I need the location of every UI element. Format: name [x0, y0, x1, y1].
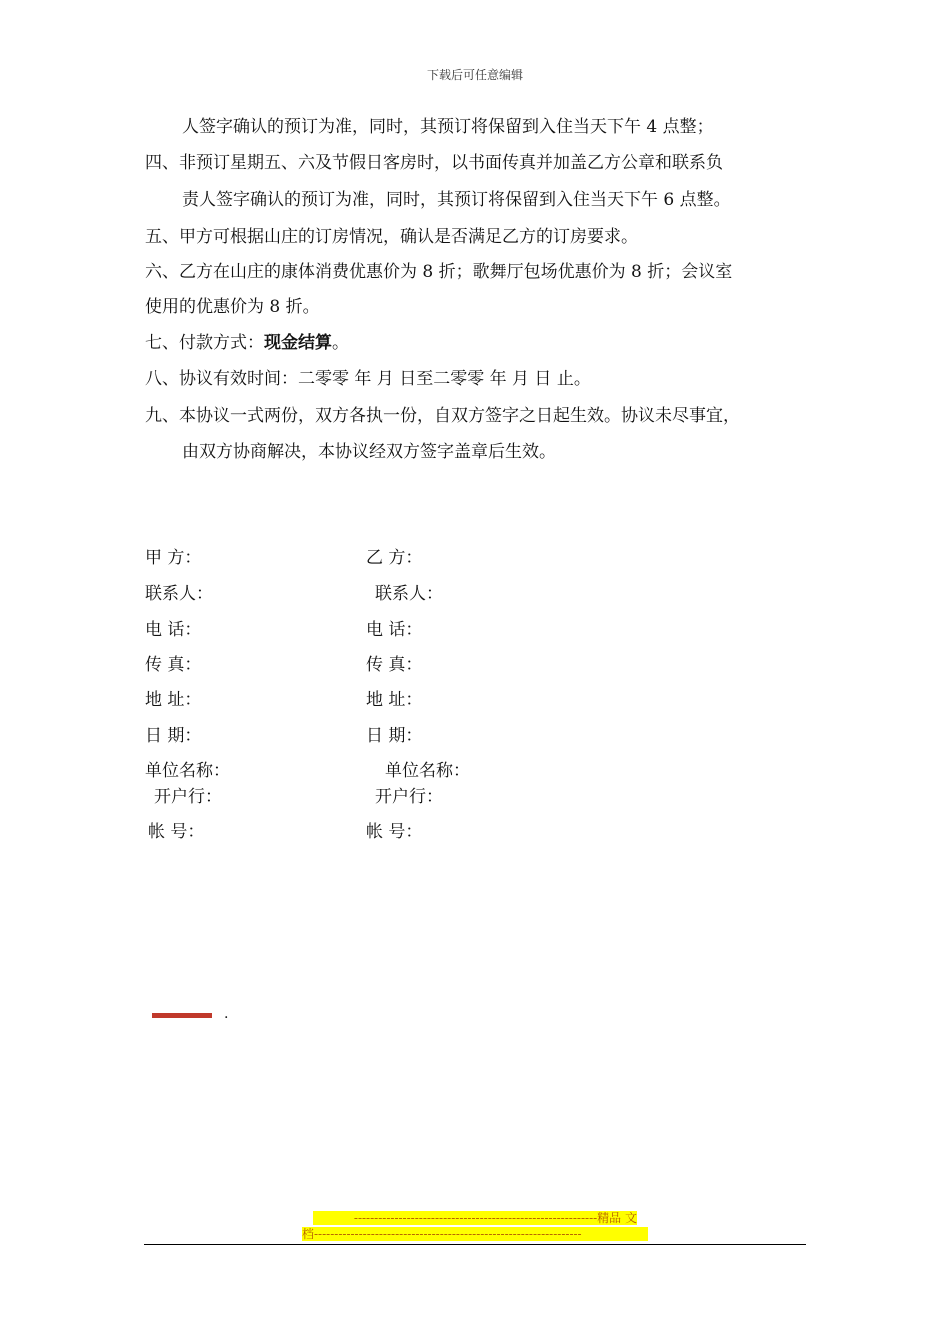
clause-suffix: 。: [332, 333, 349, 353]
page-header: 下载后可任意编辑: [426, 68, 523, 82]
party-a-bank: 开户行：: [154, 787, 222, 807]
clause-line: 四、非预订星期五、六及节假日客房时，以书面传真并加盖乙方公章和联系负: [145, 153, 723, 173]
party-a-date: 日 期：: [145, 726, 202, 746]
party-a-phone: 电 话：: [145, 620, 202, 640]
clause-line: 五、甲方可根据山庄的订房情况，确认是否满足乙方的订房要求。: [145, 227, 638, 247]
party-b-date: 日 期：: [366, 726, 423, 746]
clause-line: 九、本协议一式两份，双方各执一份，自双方签字之日起生效。协议未尽事宜，: [145, 406, 740, 426]
party-a-contact: 联系人：: [145, 584, 213, 604]
clause-line: 使用的优惠价为 8 折。: [145, 297, 320, 317]
party-b-label: 乙 方：: [366, 548, 423, 568]
clause-line: 八、协议有效时间：二零零 年 月 日至二零零 年 月 日 止。: [145, 369, 591, 389]
clause-prefix: 七、付款方式：: [145, 333, 264, 353]
marker-dot: .: [224, 1006, 229, 1022]
clause-line: 由双方协商解决，本协议经双方签字盖章后生效。: [182, 442, 556, 462]
payment-method: 现金结算: [264, 333, 332, 353]
party-b-address: 地 址：: [366, 690, 423, 710]
party-a-label: 甲 方：: [145, 548, 202, 568]
party-b-account: 帐 号：: [366, 822, 423, 842]
party-a-account: 帐 号：: [148, 822, 205, 842]
party-b-contact: 联系人：: [375, 584, 443, 604]
clause-line: 人签字确认的预订为准，同时，其预订将保留到入住当天下午 4 点整；: [182, 117, 714, 137]
footer-line-2: 档------------------------------------------------------------------: [302, 1227, 648, 1241]
clause-line: 责人签字确认的预订为准，同时，其预订将保留到入住当天下午 6 点整。: [182, 190, 731, 210]
party-b-fax: 传 真：: [366, 655, 423, 675]
party-a-company: 单位名称：: [145, 761, 230, 781]
clause-line: [145, 333, 349, 353]
party-a-address: 地 址：: [145, 690, 202, 710]
party-a-fax: 传 真：: [145, 655, 202, 675]
party-b-phone: 电 话：: [366, 620, 423, 640]
clause-line: 六、乙方在山庄的康体消费优惠价为 8 折；歌舞厅包场优惠价为 8 折；会议室: [145, 262, 733, 282]
red-marker-bar: [152, 1013, 212, 1018]
footer-rule: [144, 1244, 806, 1245]
party-b-company: 单位名称：: [385, 761, 470, 781]
footer-line-1: ------------------------------------------------------------精品 文: [313, 1211, 637, 1225]
party-b-bank: 开户行：: [375, 787, 443, 807]
